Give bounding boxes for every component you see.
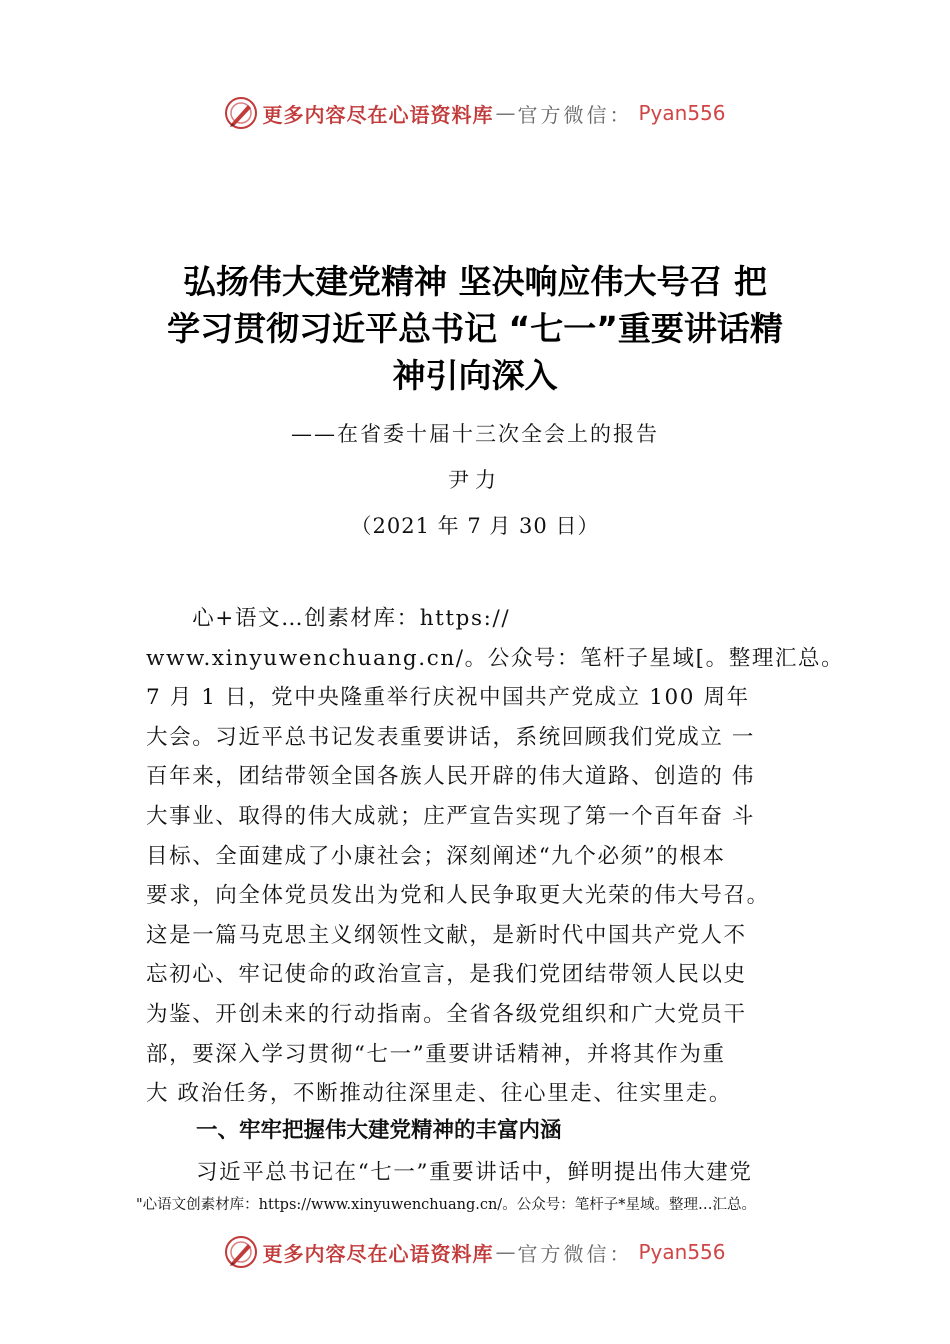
section-heading: 一、牢牢把握伟大建党精神的丰富内涵 <box>196 1118 562 1143</box>
wechat-label: 官方微信： <box>517 102 633 127</box>
body-line: 心+语文…创素材库：https:// <box>146 606 511 631</box>
footnote: "心语文创素材库：https://www.xinyuwenchuang.cn/。公众号：笔杆子*星域。整理…汇总。 <box>136 1197 756 1213</box>
author-name: 尹力 <box>448 468 502 492</box>
body-line: 这是一篇马克思主义纲领性文献，是新时代中国共产党人不 <box>146 922 747 948</box>
title-line-3: 神引向深入 <box>392 356 558 395</box>
body-line: 忘初心、牢记使命的政治宣言，是我们党团结带领人民以史 <box>146 962 747 988</box>
body-line: 7 月 1 日，党中央隆重举行庆祝中国共产党成立 100 周年 <box>146 685 750 711</box>
body-line: 大 政治任务，不断推动往深里走、往心里走、往实里走。 <box>146 1081 732 1107</box>
body-line: 部，要深入学习贯彻“七一”重要讲话精神，并将其作为重 <box>146 1041 726 1067</box>
document-subtitle: ——在省委十届十三次全会上的报告 <box>291 422 659 446</box>
paragraph-2-start: 习近平总书记在“七一”重要讲话中，鲜明提出伟大建党 <box>196 1160 753 1185</box>
wechat-id: Pyan556 <box>638 101 726 125</box>
body-line: 大事业、取得的伟大成就；庄严宣告实现了第一个百年奋 斗 <box>146 803 756 829</box>
wechat-id: Pyan556 <box>638 1240 726 1264</box>
banner-separator: — <box>495 1240 516 1264</box>
wechat-label: 官方微信： <box>517 1241 633 1266</box>
pen-logo-icon <box>224 1235 258 1269</box>
footer-watermark-banner <box>0 1232 950 1272</box>
body-line: 大会。习近平总书记发表重要讲话，系统回顾我们党成立 一 <box>146 724 756 750</box>
body-line: 要求，向全体党员发出为党和人民争取更大光荣的伟大号召。 <box>146 883 770 909</box>
brand-text: 更多内容尽在心语资料库 <box>262 1241 494 1266</box>
document-date: （2021 年 7 月 30 日） <box>350 514 600 538</box>
body-line: 目标、全面建成了小康社会；深刻阐述“九个必须”的根本 <box>146 843 726 869</box>
document-title <box>120 258 830 399</box>
body-line: 百年来，团结带领全国各族人民开辟的伟大道路、创造的 伟 <box>146 764 756 790</box>
body-line: www.xinyuwenchuang.cn/。公众号：笔杆子星域[。整理汇总。 <box>146 645 845 671</box>
body-paragraph <box>146 599 846 1114</box>
header-watermark-banner <box>0 93 950 133</box>
pen-logo-icon <box>224 96 258 130</box>
title-line-1: 弘扬伟大建党精神 坚决响应伟大号召 把 <box>183 262 767 301</box>
banner-separator: — <box>495 101 516 125</box>
body-line: 为鉴、开创未来的行动指南。全省各级党组织和广大党员干 <box>146 1001 747 1027</box>
title-line-2: 学习贯彻习近平总书记 “七一”重要讲话精 <box>167 309 783 348</box>
brand-text: 更多内容尽在心语资料库 <box>262 102 494 127</box>
